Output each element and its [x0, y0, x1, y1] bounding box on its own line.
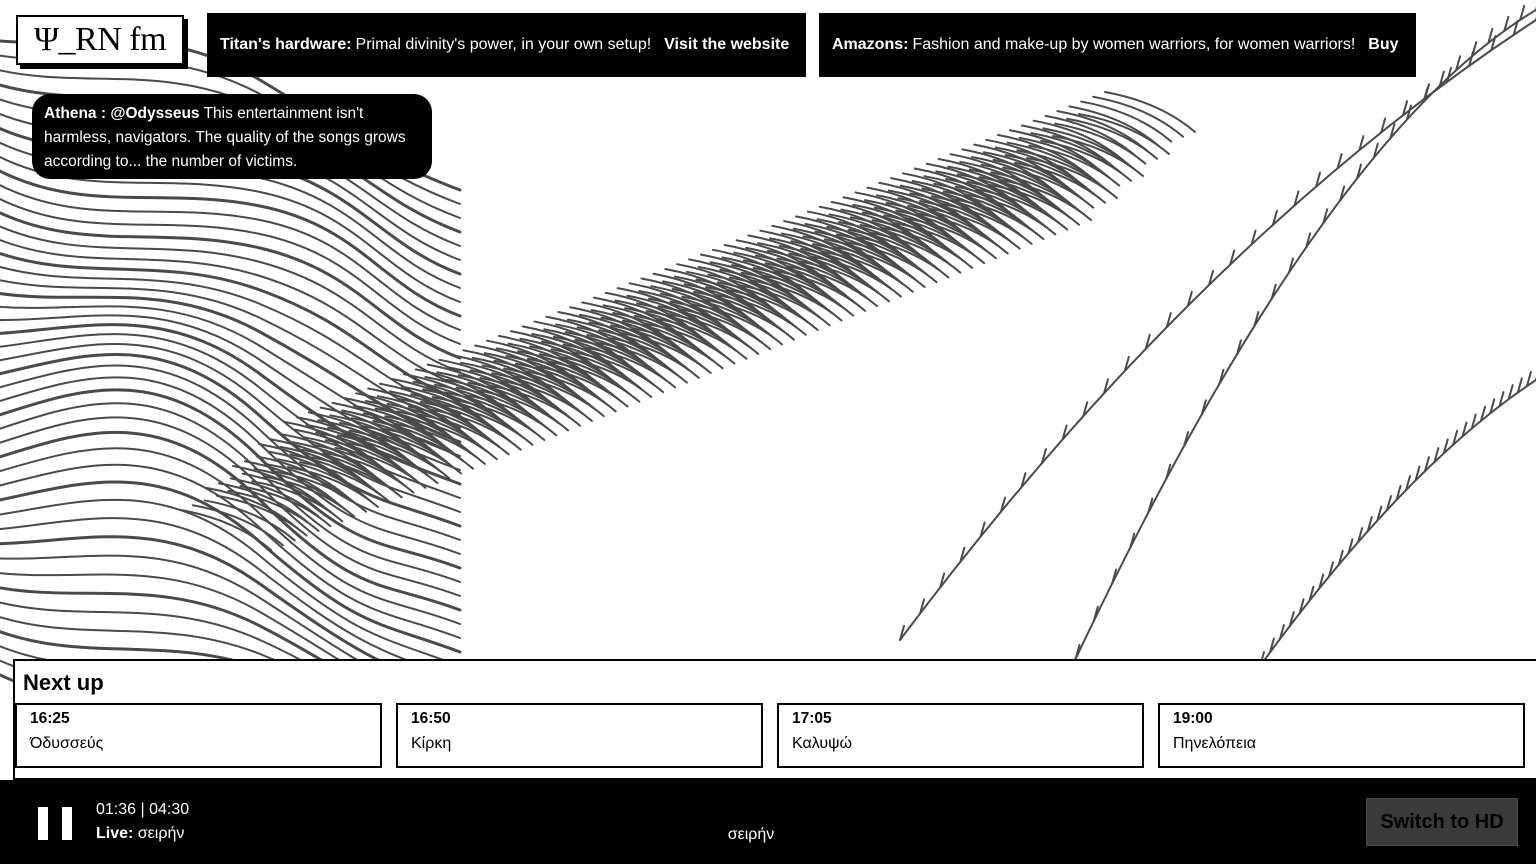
- schedule-title: Καλυψώ: [792, 735, 852, 752]
- ad-text: Fashion and make-up by women warriors, for women warriors!: [912, 36, 1356, 53]
- buy-link[interactable]: Buy: [1368, 36, 1399, 53]
- ad-separator: :: [903, 36, 909, 53]
- schedule-item: [777, 703, 1144, 768]
- time-divider: |: [136, 801, 150, 818]
- schedule-time: 16:50: [411, 710, 451, 727]
- ad-banner-amazons: [819, 13, 1416, 77]
- schedule-time: 16:25: [30, 710, 70, 727]
- schedule-item: [1158, 703, 1525, 768]
- chat-mention: @Odysseus: [110, 105, 200, 122]
- schedule-item: [15, 703, 382, 768]
- ad-brand: Titan's hardware: [220, 36, 347, 53]
- schedule-time: 17:05: [792, 710, 832, 727]
- station-logo: Ψ_RN fm: [16, 15, 184, 65]
- live-title: σειρήν: [137, 825, 185, 842]
- schedule-item: [396, 703, 763, 768]
- next-up-panel: [13, 659, 1536, 780]
- ad-brand: Amazons: [832, 36, 904, 53]
- total-duration: 04:30: [149, 801, 190, 818]
- playback-time: [96, 801, 189, 819]
- ad-text: Primal divinity's power, in your own setup!: [355, 36, 652, 53]
- ad-separator: :: [346, 36, 352, 53]
- now-playing-title: σειρήν: [727, 826, 775, 843]
- switch-to-hd-button[interactable]: Switch to HD: [1366, 798, 1518, 846]
- schedule-title: Όδυσσεύς: [30, 735, 104, 752]
- next-up-title: Next up: [23, 670, 104, 695]
- visit-website-link[interactable]: Visit the website: [664, 36, 790, 53]
- schedule-title: Πηνελόπεια: [1173, 735, 1256, 752]
- chat-separator: :: [96, 105, 111, 122]
- ad-banner-titans-hardware: [207, 13, 806, 77]
- chat-bubble: [32, 94, 432, 179]
- schedule-time: 19:00: [1173, 710, 1213, 727]
- schedule-title: Κίρκη: [411, 735, 452, 752]
- chat-author: Athena: [44, 105, 97, 122]
- chat-message: This entertainment isn't harmless, navigators. The quality of the songs grows according to... the number of victims.: [44, 105, 406, 170]
- player-bar: [0, 780, 1536, 864]
- live-label: Live:: [96, 825, 134, 842]
- elapsed-time: 01:36: [96, 801, 137, 818]
